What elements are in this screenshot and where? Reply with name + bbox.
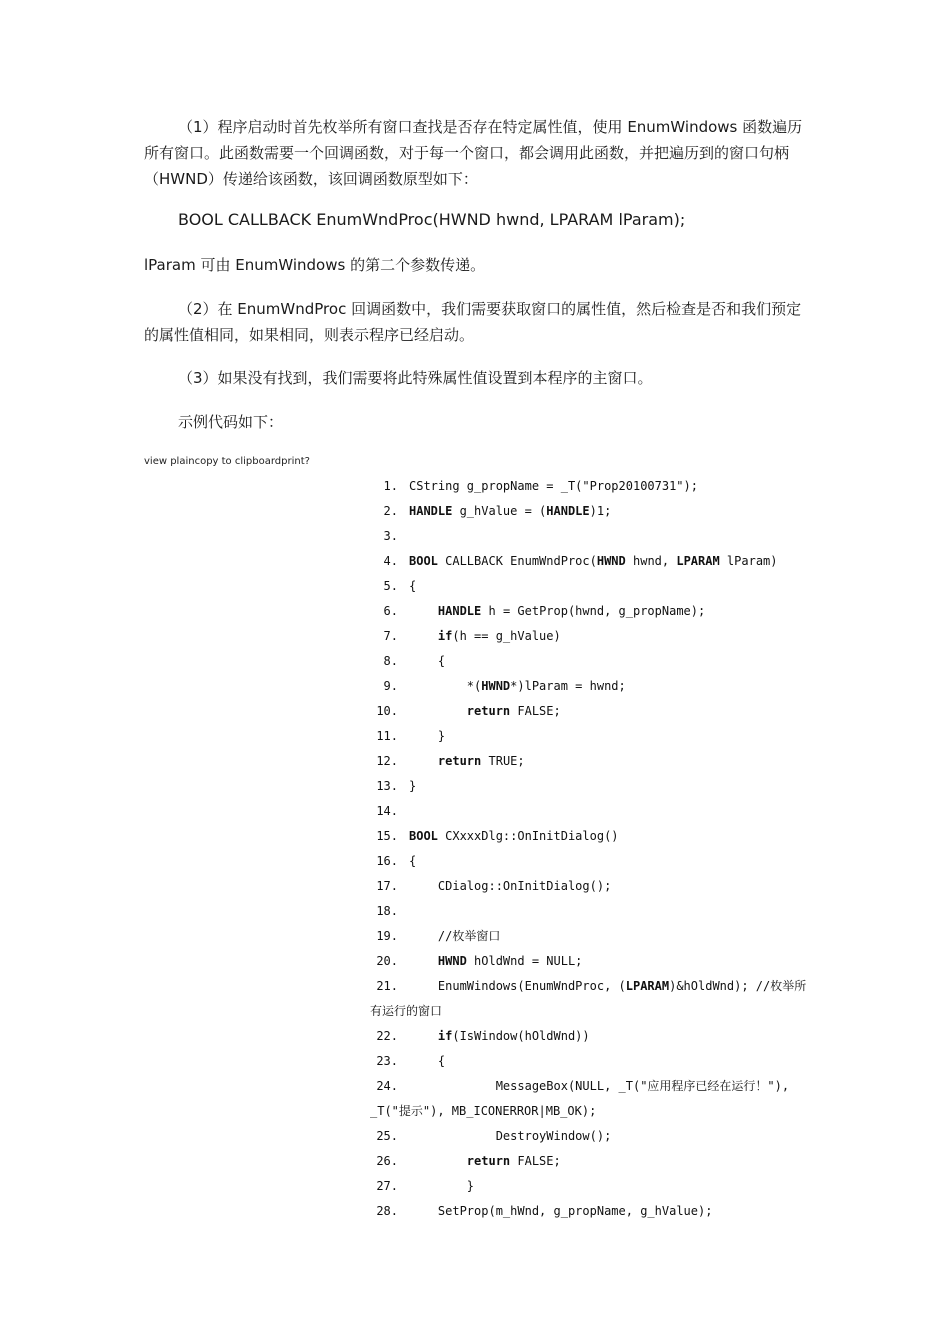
line-number: 18. — [376, 904, 398, 918]
help-link[interactable]: ? — [304, 456, 310, 467]
code-token: *)lParam = hwnd; — [510, 679, 626, 693]
line-number: 27. — [376, 1179, 398, 1193]
code-token — [409, 704, 467, 718]
code-token: FALSE; — [510, 704, 561, 718]
code-text — [409, 679, 626, 693]
code-line — [370, 624, 810, 649]
code-text — [409, 1054, 445, 1068]
paragraph-step-3: （3）如果没有找到，我们需要将此特殊属性值设置到本程序的主窗口。 — [178, 369, 653, 387]
code-text — [409, 854, 416, 868]
code-text — [409, 729, 445, 743]
code-line — [370, 524, 810, 549]
code-line — [370, 974, 810, 1024]
line-number: 16. — [376, 854, 398, 868]
code-token: //枚举窗口 — [409, 929, 501, 943]
code-line — [370, 649, 810, 674]
code-line — [370, 949, 810, 974]
paragraph-step-1: （1）程序启动时首先枚举所有窗口查找是否存在特定属性值，使用 EnumWindows 函数遍历所有窗口。此函数需要一个回调函数，对于每一个窗口，都会调用此函数，并把遍历到的窗口句柄（HWND）传递给该函数，该回调函数原型如下： — [144, 118, 803, 188]
code-text — [409, 604, 705, 618]
code-keyword: BOOL — [409, 829, 438, 843]
code-token: (h == g_hValue) — [452, 629, 561, 643]
code-token — [409, 1154, 467, 1168]
code-keyword: HANDLE — [409, 504, 453, 518]
code-toolbar — [144, 456, 310, 467]
code-token: } — [409, 1179, 475, 1193]
code-keyword: HANDLE — [437, 604, 482, 618]
line-number: 14. — [376, 804, 398, 818]
code-text — [409, 1129, 611, 1143]
code-text — [409, 1029, 590, 1043]
code-keyword: HWND — [481, 679, 511, 693]
code-token: CString g_propName = _T("Prop20100731"); — [409, 479, 698, 493]
code-line — [370, 774, 810, 799]
line-number: 11. — [376, 729, 398, 743]
code-line — [370, 874, 810, 899]
code-token: FALSE; — [510, 1154, 561, 1168]
code-text — [409, 579, 416, 593]
code-token — [409, 754, 438, 768]
code-token: { — [409, 1054, 446, 1068]
code-text — [409, 704, 561, 718]
code-text — [409, 879, 611, 893]
line-number: 13. — [376, 779, 398, 793]
code-line — [370, 1074, 810, 1124]
code-line — [370, 799, 810, 824]
line-number: 15. — [376, 829, 398, 843]
callback-prototype: BOOL CALLBACK EnumWndProc(HWND hwnd, LPARAM lParam); — [178, 210, 686, 229]
code-text — [409, 629, 561, 643]
code-line — [370, 849, 810, 874]
code-line — [370, 1024, 810, 1049]
code-token: CDialog::OnInitDialog(); — [409, 879, 612, 893]
line-number: 10. — [376, 704, 398, 718]
code-token: { — [409, 579, 417, 593]
code-keyword: if — [437, 1029, 453, 1043]
code-keyword: LPARAM — [676, 554, 720, 568]
code-line — [370, 1049, 810, 1074]
code-token: DestroyWindow(); — [409, 1129, 612, 1143]
line-number: 17. — [376, 879, 398, 893]
code-token — [409, 604, 438, 618]
code-token: lParam) — [719, 554, 778, 568]
code-line — [370, 574, 810, 599]
paragraph-step-2: （2）在 EnumWndProc 回调函数中，我们需要获取窗口的属性值，然后检查是否和我们预定的属性值相同，如果相同，则表示程序已经启动。 — [144, 300, 802, 344]
code-token: h = GetProp(hwnd, g_propName); — [481, 604, 706, 618]
code-keyword: BOOL — [409, 554, 438, 568]
code-token: hOldWnd = NULL; — [466, 954, 583, 968]
code-line — [370, 699, 810, 724]
line-number: 28. — [376, 1204, 398, 1218]
line-number: 25. — [376, 1129, 398, 1143]
code-token — [409, 954, 438, 968]
code-token: )1; — [589, 504, 612, 518]
code-token: } — [409, 729, 446, 743]
line-number: 3. — [383, 529, 398, 543]
code-text — [409, 479, 698, 493]
line-number: 20. — [376, 954, 398, 968]
code-line — [370, 599, 810, 624]
code-line — [370, 1124, 810, 1149]
code-token: g_hValue = ( — [452, 504, 547, 518]
print-link[interactable]: print — [281, 456, 305, 467]
code-token — [409, 1029, 438, 1043]
code-keyword: return — [466, 1154, 511, 1168]
code-token: EnumWindows(EnumWndProc, ( — [409, 979, 626, 993]
code-text — [409, 1179, 474, 1193]
code-line — [370, 749, 810, 774]
code-line — [370, 824, 810, 849]
code-text — [409, 554, 778, 568]
code-line — [370, 1174, 810, 1199]
code-keyword: return — [466, 704, 511, 718]
code-token: *( — [409, 679, 482, 693]
paragraph-lparam-note: lParam 可由 EnumWindows 的第二个参数传递。 — [144, 256, 486, 274]
code-line — [370, 549, 810, 574]
code-token: { — [409, 854, 417, 868]
copy-to-clipboard-link[interactable]: copy to clipboard — [194, 456, 282, 467]
code-token: MessageBox(NULL, _T("应用程序已经在运行！"), _T("提示"), MB_ICONERROR|MB_OK); — [370, 1079, 797, 1118]
code-token: { — [409, 654, 446, 668]
code-text — [409, 954, 582, 968]
line-number: 19. — [376, 929, 398, 943]
line-number: 2. — [383, 504, 398, 518]
line-number: 5. — [383, 579, 398, 593]
code-line — [370, 499, 810, 524]
line-number: 26. — [376, 1154, 398, 1168]
code-token: (IsWindow(hOldWnd)) — [452, 1029, 590, 1043]
code-text — [409, 1154, 561, 1168]
code-text — [409, 829, 619, 843]
line-number: 9. — [383, 679, 398, 693]
code-keyword: if — [437, 629, 453, 643]
code-line — [370, 1199, 810, 1224]
code-token: )&hOldWnd); //枚举所有运行的窗口 — [370, 979, 807, 1018]
code-text — [370, 1079, 796, 1118]
line-number: 24. — [376, 1079, 398, 1093]
code-keyword: return — [437, 754, 482, 768]
code-listing — [370, 474, 810, 1224]
code-line — [370, 674, 810, 699]
line-number: 8. — [383, 654, 398, 668]
code-token: CXxxxDlg::OnInitDialog() — [437, 829, 619, 843]
code-line — [370, 474, 810, 499]
code-keyword: HWND — [437, 954, 467, 968]
code-token: TRUE; — [481, 754, 525, 768]
line-number: 7. — [383, 629, 398, 643]
code-keyword: LPARAM — [625, 979, 670, 993]
code-text — [409, 1204, 712, 1218]
code-text — [409, 929, 500, 943]
line-number: 21. — [376, 979, 398, 993]
code-line — [370, 724, 810, 749]
code-token: SetProp(m_hWnd, g_propName, g_hValue); — [409, 1204, 713, 1218]
code-token — [409, 629, 438, 643]
code-token: CALLBACK EnumWndProc( — [437, 554, 597, 568]
line-number: 6. — [383, 604, 398, 618]
code-text — [409, 779, 416, 793]
code-keyword: HANDLE — [546, 504, 590, 518]
code-text — [409, 754, 525, 768]
code-text — [370, 979, 806, 1018]
line-number: 23. — [376, 1054, 398, 1068]
line-number: 1. — [383, 479, 398, 493]
code-keyword: HWND — [596, 554, 626, 568]
view-plain-link[interactable]: view plain — [144, 456, 195, 467]
code-text — [409, 654, 445, 668]
code-text — [409, 504, 611, 518]
line-number: 12. — [376, 754, 398, 768]
code-token: hwnd, — [625, 554, 677, 568]
line-number: 22. — [376, 1029, 398, 1043]
code-line — [370, 899, 810, 924]
example-code-heading: 示例代码如下： — [178, 413, 284, 431]
code-line — [370, 1149, 810, 1174]
line-number: 4. — [383, 554, 398, 568]
code-token: } — [409, 779, 417, 793]
code-line — [370, 924, 810, 949]
